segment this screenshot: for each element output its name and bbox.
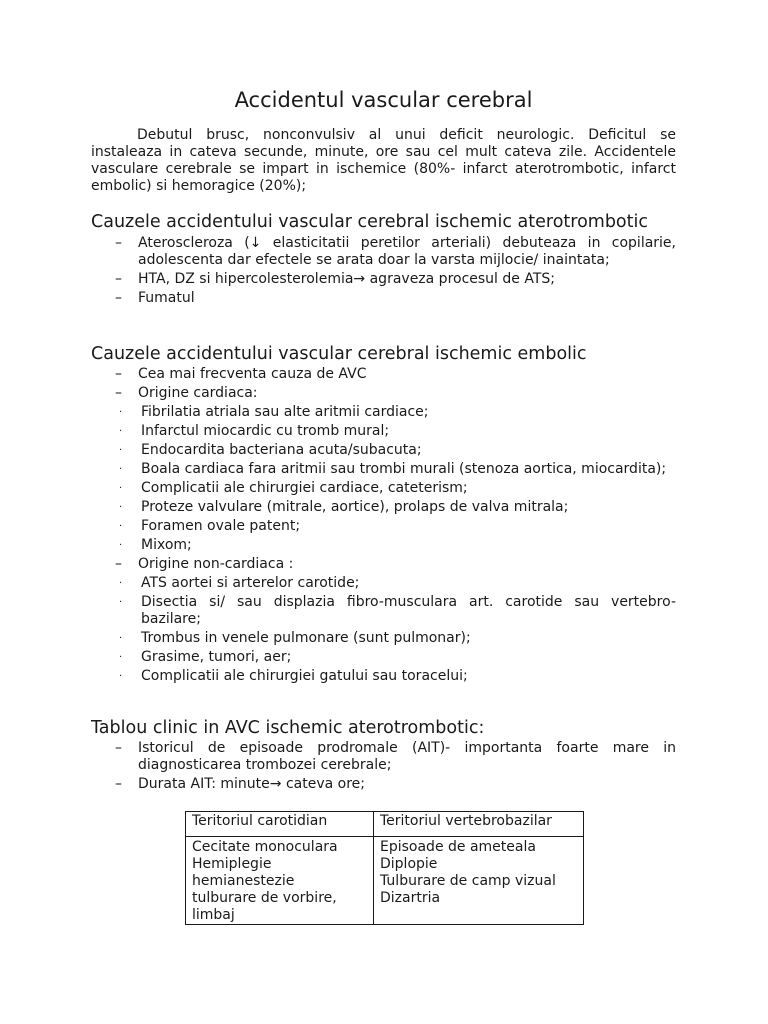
list-item: – Istoricul de episoade prodromale (AIT)- importanta foarte mare in diagnosticarea trombozei cerebrale; bbox=[115, 740, 676, 773]
intro-paragraph: Debutul brusc, nonconvulsiv al unui deficit neurologic. Deficitul se instaleaza in cateva secunde, minute, ore sau cel mult cateva zile. Accidentele vasculare cerebrale se impart in ischemice (80%- infarct aterotrombotic, infarct embolic) si hemoragice (20%); bbox=[91, 127, 676, 194]
bullet-marker: · bbox=[119, 407, 123, 418]
table-cell-line: tulburare de vorbire, limbaj bbox=[192, 890, 337, 923]
list-item-cardiac-origin: – Origine cardiaca: · Fibrilatia atriala sau alte aritmii cardiace; · Infarctul miocardic cu tromb mural; · Endocardita bacteriana acuta/subacuta; · Boala cardiaca fara aritmii sau trombi murali (stenoza aortica, miocardita); · Complicatii ale chirurgiei cardiace, cateterism; · Proteze valvulare (mitrale, aortice), prolaps de valva mitrala; · Foramen ovale patent; · Mixom; bbox=[91, 385, 676, 554]
bullet-marker: · bbox=[119, 521, 123, 532]
table-cell-line: hemianestezie bbox=[192, 873, 295, 889]
dash-marker: – bbox=[115, 366, 122, 382]
aterotrombotic-causes-list bbox=[91, 235, 676, 309]
list-item: – Cea mai frecventa cauza de AVC bbox=[115, 366, 367, 382]
table-row bbox=[186, 837, 584, 925]
table-header-cell: Teritoriul vertebrobazilar bbox=[374, 812, 584, 837]
section-heading-aterotrombotic-causes: Cauzele accidentului vascular cerebral ischemic aterotrombotic bbox=[91, 212, 648, 232]
dash-marker: – bbox=[115, 290, 122, 306]
table-cell-line: Episoade de ameteala bbox=[380, 839, 536, 855]
table-header-row bbox=[186, 812, 584, 837]
bullet-marker: · bbox=[119, 633, 123, 644]
table-cell-line: Tulburare de camp vizual bbox=[380, 873, 556, 889]
dash-marker: – bbox=[115, 385, 122, 401]
list-item: · Complicatii ale chirurgiei cardiace, cateterism; bbox=[119, 480, 468, 496]
dash-marker: – bbox=[115, 271, 122, 287]
territory-table bbox=[185, 811, 584, 925]
list-item: · Boala cardiaca fara aritmii sau trombi murali (stenoza aortica, miocardita); bbox=[119, 461, 667, 477]
list-item: – Fumatul bbox=[115, 290, 195, 306]
dash-marker: – bbox=[115, 235, 122, 251]
bullet-marker: · bbox=[119, 426, 123, 437]
table-cell-line: Hemiplegie bbox=[192, 856, 272, 872]
bullet-marker: · bbox=[119, 445, 123, 456]
list-item: – Ateroscleroza (↓ elasticitatii peretilor arteriali) debuteaza in copilarie, adolescenta dar efectele se arata doar la varsta mijlocie/ inaintata; bbox=[115, 235, 676, 268]
list-item: – Durata AIT: minute→ cateva ore; bbox=[115, 776, 365, 792]
list-item: · Disectia si/ sau displazia fibro-musculara art. carotide sau vertebro-bazilare; bbox=[119, 594, 676, 627]
dash-marker: – bbox=[115, 740, 122, 756]
embolic-causes-list bbox=[91, 366, 676, 687]
noncardiac-origin-list bbox=[91, 575, 676, 685]
list-item: · Trombus in venele pulmonare (sunt pulmonar); bbox=[119, 630, 471, 646]
list-item: · Endocardita bacteriana acuta/subacuta; bbox=[119, 442, 422, 458]
list-item: · Infarctul miocardic cu tromb mural; bbox=[119, 423, 390, 439]
dash-marker: – bbox=[115, 776, 122, 792]
bullet-marker: · bbox=[119, 540, 123, 551]
list-item: · Foramen ovale patent; bbox=[119, 518, 301, 534]
list-item: · Mixom; bbox=[119, 537, 192, 553]
table-cell-vertebrobasilar bbox=[374, 837, 584, 925]
section-heading-clinical-picture: Tablou clinic in AVC ischemic aterotrombotic: bbox=[91, 718, 485, 738]
table-cell-line: Cecitate monoculara bbox=[192, 839, 338, 855]
table-cell-line: Diplopie bbox=[380, 856, 438, 872]
list-item: · Complicatii ale chirurgiei gatului sau toracelui; bbox=[119, 668, 468, 684]
table-header-cell: Teritoriul carotidian bbox=[186, 812, 374, 837]
list-item: · Proteze valvulare (mitrale, aortice), prolaps de valva mitrala; bbox=[119, 499, 569, 515]
section-heading-embolic-causes: Cauzele accidentului vascular cerebral ischemic embolic bbox=[91, 344, 587, 364]
table-cell-carotid bbox=[186, 837, 374, 925]
list-item: – HTA, DZ si hipercolesterolemia→ agraveza procesul de ATS; bbox=[115, 271, 555, 287]
bullet-marker: · bbox=[119, 671, 123, 682]
bullet-marker: · bbox=[119, 578, 123, 589]
list-item: · Grasime, tumori, aer; bbox=[119, 649, 292, 665]
list-item-noncardiac-origin: – Origine non-cardiaca : · ATS aortei si arterelor carotide; · Disectia si/ sau displazia fibro-musculara art. carotide sau vertebro-bazilare; · Trombus in venele pulmonare (sunt pulmonar); · Grasime, tumori, aer; · Complicatii ale chirurgiei gatului sau toracelui; bbox=[91, 556, 676, 685]
cardiac-origin-list bbox=[91, 404, 676, 554]
dash-marker: – bbox=[115, 556, 122, 572]
document-title: Accidentul vascular cerebral bbox=[234, 88, 533, 112]
table-cell-line: Dizartria bbox=[380, 890, 441, 906]
list-item: · Fibrilatia atriala sau alte aritmii cardiace; bbox=[119, 404, 429, 420]
bullet-marker: · bbox=[119, 652, 123, 663]
bullet-marker: · bbox=[119, 502, 123, 513]
bullet-marker: · bbox=[119, 483, 123, 494]
bullet-marker: · bbox=[119, 597, 123, 608]
clinical-picture-list bbox=[91, 740, 676, 795]
bullet-marker: · bbox=[119, 464, 123, 475]
list-item: · ATS aortei si arterelor carotide; bbox=[119, 575, 360, 591]
